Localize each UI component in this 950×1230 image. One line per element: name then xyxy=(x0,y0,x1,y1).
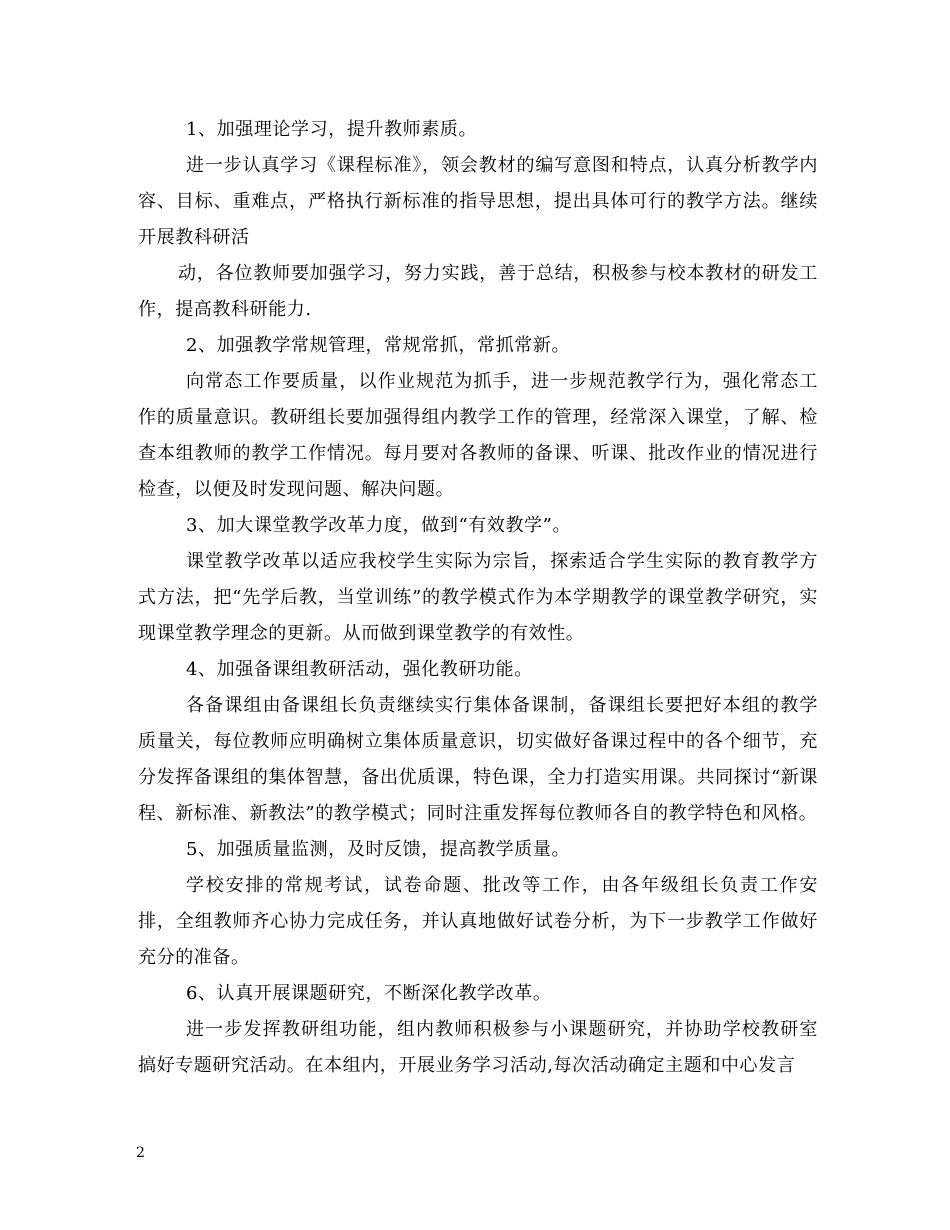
section-heading-3: 3、加大课堂教学改革力度，做到“有效教学”。 xyxy=(186,515,572,536)
section-heading-4: 4、加强备课组教研活动，强化教研功能。 xyxy=(186,659,533,680)
paragraph: 各备课组由备课组长负责继续实行集体备课制，备课组长要把好本组的教学质量关，每位教师应明确树立集体质量意识，切实做好备课过程中的各个细节，充分发挥备课组的集体智慧，备出优质课，特色课，全力打造实用课。共同探讨“新课程、新标准、新教法”的教学模式；同时注重发挥每位教师各自的教学特色和风格。 xyxy=(138,695,818,824)
document-body xyxy=(138,112,818,1084)
paragraph: 课堂教学改革以适应我校学生实际为宗旨，探索适合学生实际的教育教学方式方法，把“先学后教，当堂训练”的教学模式作为本学期教学的课堂教学研究，实现课堂教学理念的更新。从而做到课堂教学的有效性。 xyxy=(138,551,818,644)
paragraph: 进一步认真学习《课程标准》，领会教材的编写意图和特点，认真分析教学内容、目标、重难点，严格执行新标准的指导思想，提出具体可行的教学方法。继续开展教科研活 xyxy=(138,155,818,248)
paragraph: 学校安排的常规考试，试卷命题、批改等工作，由各年级组长负责工作安排，全组教师齐心协力完成任务，并认真地做好试卷分析，为下一步教学工作做好充分的准备。 xyxy=(138,875,818,968)
paragraph-continuation: 动，各位教师要加强学习，努力实践，善于总结，积极参与校本教材的研发工作，提高教科研能力. xyxy=(138,263,818,320)
paragraph: 进一步发挥教研组功能，组内教师积极参与小课题研究，并协助学校教研室搞好专题研究活动。在本组内，开展业务学习活动,每次活动确定主题和中心发言 xyxy=(138,1019,818,1076)
section-heading-1: 1、加强理论学习，提升教师素质。 xyxy=(186,119,478,140)
section-heading-6: 6、认真开展课题研究，不断深化教学改革。 xyxy=(186,983,552,1004)
page-number: 2 xyxy=(136,1145,145,1161)
paragraph: 向常态工作要质量，以作业规范为抓手，进一步规范教学行为，强化常态工作的质量意识。教研组长要加强得组内教学工作的管理，经常深入课堂，了解、检查本组教师的教学工作情况。每月要对各教师的备课、听课、批改作业的情况进行检查，以便及时发现问题、解决问题。 xyxy=(138,371,818,500)
section-heading-5: 5、加强质量监测，及时反馈，提高教学质量。 xyxy=(186,839,571,860)
section-heading-2: 2、加强教学常规管理，常规常抓，常抓常新。 xyxy=(186,335,571,356)
